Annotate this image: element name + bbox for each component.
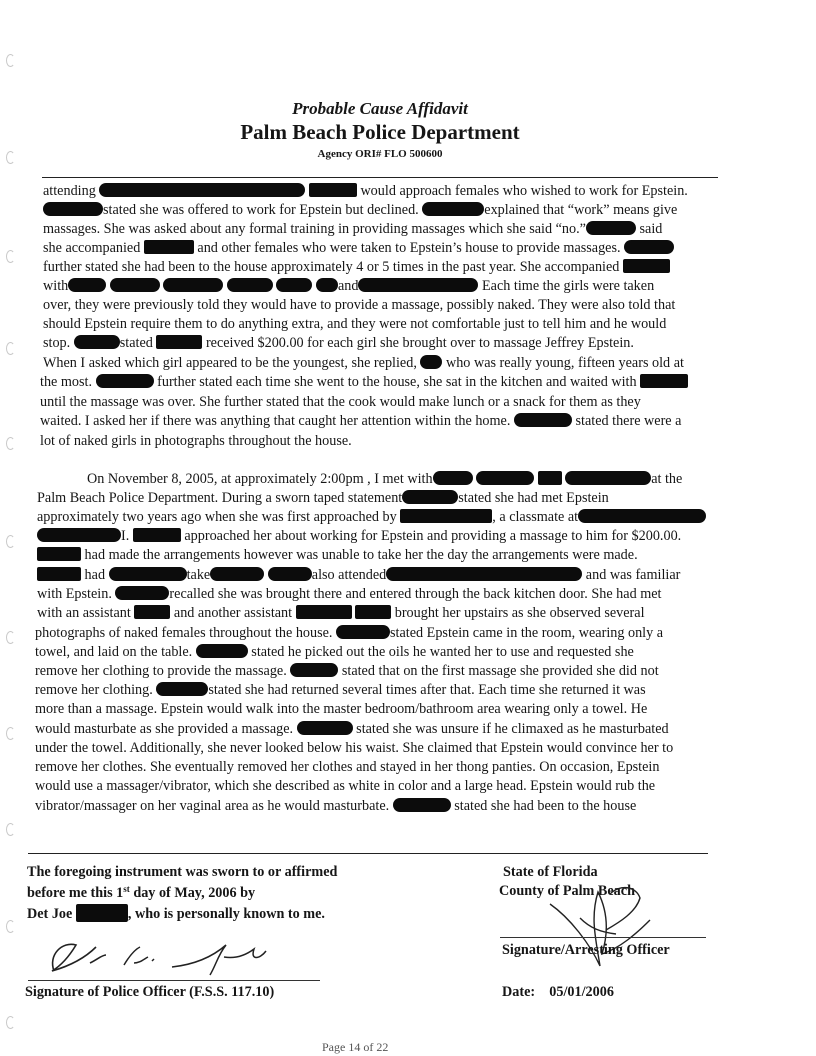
redaction: [538, 471, 562, 485]
footer-rule: [28, 853, 708, 854]
body-line: would use a massager/vibrator, which she described as white in color and a large head. Epstein would rub the: [35, 778, 656, 794]
body-line: On November 8, 2005, at approximately 2:00pm , I met with at the: [87, 471, 683, 487]
body-line: Palm Beach Police Department. During a sworn taped statement stated she had met Epstein: [37, 490, 609, 506]
binder-hole: [6, 920, 15, 933]
binder-hole: [6, 437, 15, 450]
body-line: towel, and laid on the table. stated he picked out the oils he wanted her to use and requested she: [35, 644, 634, 660]
redaction: [268, 567, 312, 581]
body-line: over, they were previously told they would have to provide a massage, possibly naked. They were also told that: [43, 297, 676, 313]
body-line: When I asked which girl appeared to be the youngest, she replied, who was really young, fifteen years old at: [43, 355, 684, 371]
body-line: would masturbate as she provided a massage. stated she was unsure if he climaxed as he masturbated: [35, 721, 669, 737]
body-line: remove her clothes. She eventually removed her clothes and stayed in her thong panties. On occasion, Epstein: [35, 759, 660, 775]
sworn-line-1: The foregoing instrument was sworn to or affirmed: [27, 864, 338, 880]
body-line: had made the arrangements however was unable to take her the day the arrangements were made.: [37, 546, 638, 565]
officer-signature-line: [500, 937, 706, 938]
sworn-line-2: before me this 1st day of May, 2006 by: [27, 884, 256, 901]
police-signature-line: [28, 980, 320, 981]
header-rule: [42, 177, 718, 178]
body-line: had take also attended and was familiar: [37, 566, 680, 585]
redaction: [37, 528, 121, 542]
redaction: [358, 278, 478, 292]
date-value: 05/01/2006: [549, 984, 614, 1000]
body-line: until the massage was over. She further stated that the cook would make lunch or a snack for them as they: [40, 394, 641, 410]
body-line: photographs of naked females throughout the house. stated Epstein came in the room, wearing only a: [35, 625, 664, 641]
redaction: [156, 335, 202, 349]
officer-signature-label: Signature/Arresting Officer: [502, 942, 670, 958]
redaction: [336, 625, 390, 639]
redaction: [99, 183, 305, 197]
body-line: attending would approach females who wished to work for Epstein.: [43, 183, 688, 199]
binder-hole: [6, 342, 15, 355]
body-line: massages. She was asked about any formal training in providing massages which she said “no.” said: [43, 221, 663, 237]
body-line: under the towel. Additionally, she never looked below his waist. She claimed that Epstein would convince her to: [35, 740, 674, 756]
body-line: she accompanied and other females who were taken to Epstein’s house to provide massages.: [43, 239, 674, 258]
redaction: [227, 278, 273, 292]
redaction: [623, 259, 670, 273]
redaction: [393, 798, 451, 812]
binder-hole: [6, 631, 15, 644]
redaction: [422, 202, 484, 216]
redaction: [37, 547, 81, 561]
officer-signature: [540, 878, 660, 978]
redaction: [290, 663, 338, 677]
state-label: State of Florida: [503, 864, 598, 880]
redaction: [43, 202, 103, 216]
redaction: [37, 567, 81, 581]
redaction: [133, 528, 181, 542]
sworn-line-3: Det Joe , who is personally known to me.: [27, 906, 325, 922]
body-line: remove her clothing. stated she had returned several times after that. Each time she returned it was: [35, 682, 646, 698]
redaction: [386, 567, 582, 581]
body-line: vibrator/massager on her vaginal area as he would masturbate. stated she had been to the house: [35, 798, 637, 814]
body-line: I. approached her about working for Epstein and providing a massage to him for $200.00.: [37, 527, 681, 546]
redaction: [309, 183, 357, 197]
document-title: Probable Cause Affidavit: [292, 99, 468, 118]
redaction: [578, 509, 706, 523]
body-line: remove her clothing to provide the massage. stated that on the first massage she provided she did not: [35, 663, 659, 679]
redaction: [586, 221, 636, 235]
binder-hole: [6, 535, 15, 548]
body-line: with and Each time the girls were taken: [43, 278, 655, 294]
redaction: [144, 240, 194, 254]
body-line: lot of naked girls in photographs throughout the house.: [40, 433, 352, 449]
page-number: Page 14 of 22: [322, 1040, 389, 1054]
body-line: stated she was offered to work for Epstein but declined. explained that “work” means give: [43, 201, 677, 220]
binder-hole: [6, 54, 15, 67]
redaction: [297, 721, 353, 735]
redaction: [565, 471, 651, 485]
department-name: Palm Beach Police Department: [240, 120, 520, 144]
body-line: the most. further stated each time she went to the house, she sat in the kitchen and waited with: [40, 373, 688, 392]
body-line: more than a massage. Epstein would walk into the master bedroom/bathroom area wearing only a towel. He: [35, 701, 648, 717]
body-line: with an assistant and another assistant brought her upstairs as she observed several: [37, 605, 645, 621]
redaction: [476, 471, 534, 485]
redaction: [276, 278, 312, 292]
body-line: further stated she had been to the house approximately 4 or 5 times in the past year. She accompanied: [43, 258, 670, 277]
redaction: [134, 605, 170, 619]
binder-hole: [6, 727, 15, 740]
body-line: with Epstein. recalled she was brought there and entered through the back kitchen door. She had met: [37, 586, 662, 602]
redaction: [514, 413, 572, 427]
redaction: [74, 335, 120, 349]
binder-hole: [6, 823, 15, 836]
redaction: [68, 278, 106, 292]
date-field: Date: 05/01/2006: [502, 984, 614, 1000]
county-label: County of Palm Beach: [499, 883, 635, 899]
redaction: [624, 240, 674, 254]
redaction: [210, 567, 264, 581]
redaction: [433, 471, 473, 485]
police-signature: [40, 925, 280, 985]
redaction: [96, 374, 154, 388]
redaction: [163, 278, 223, 292]
redaction: [156, 682, 208, 696]
redaction: [115, 586, 169, 600]
redaction: [640, 374, 688, 388]
redaction: [109, 567, 187, 581]
redaction: [110, 278, 160, 292]
redaction: [296, 605, 352, 619]
redaction: [420, 355, 442, 369]
body-line: stop. stated received $200.00 for each girl she brought over to massage Jeffrey Epstein.: [43, 335, 634, 351]
redaction: [196, 644, 248, 658]
binder-hole: [6, 1016, 15, 1029]
agency-ori: Agency ORI# FLO 500600: [317, 148, 443, 160]
redaction: [400, 509, 492, 523]
redaction: [402, 490, 458, 504]
body-line: should Epstein require them to do anything extra, and they were not comfortable just to tell him and he would: [43, 316, 667, 332]
police-signature-label: Signature of Police Officer (F.S.S. 117.10): [25, 984, 275, 1000]
redaction: [355, 605, 391, 619]
redaction: [316, 278, 338, 292]
body-line: approximately two years ago when she was first approached by , a classmate at: [37, 508, 706, 527]
body-line: waited. I asked her if there was anything that caught her attention within the home. stated there were a: [40, 413, 682, 429]
redaction: [76, 904, 128, 922]
binder-hole: [6, 250, 15, 263]
